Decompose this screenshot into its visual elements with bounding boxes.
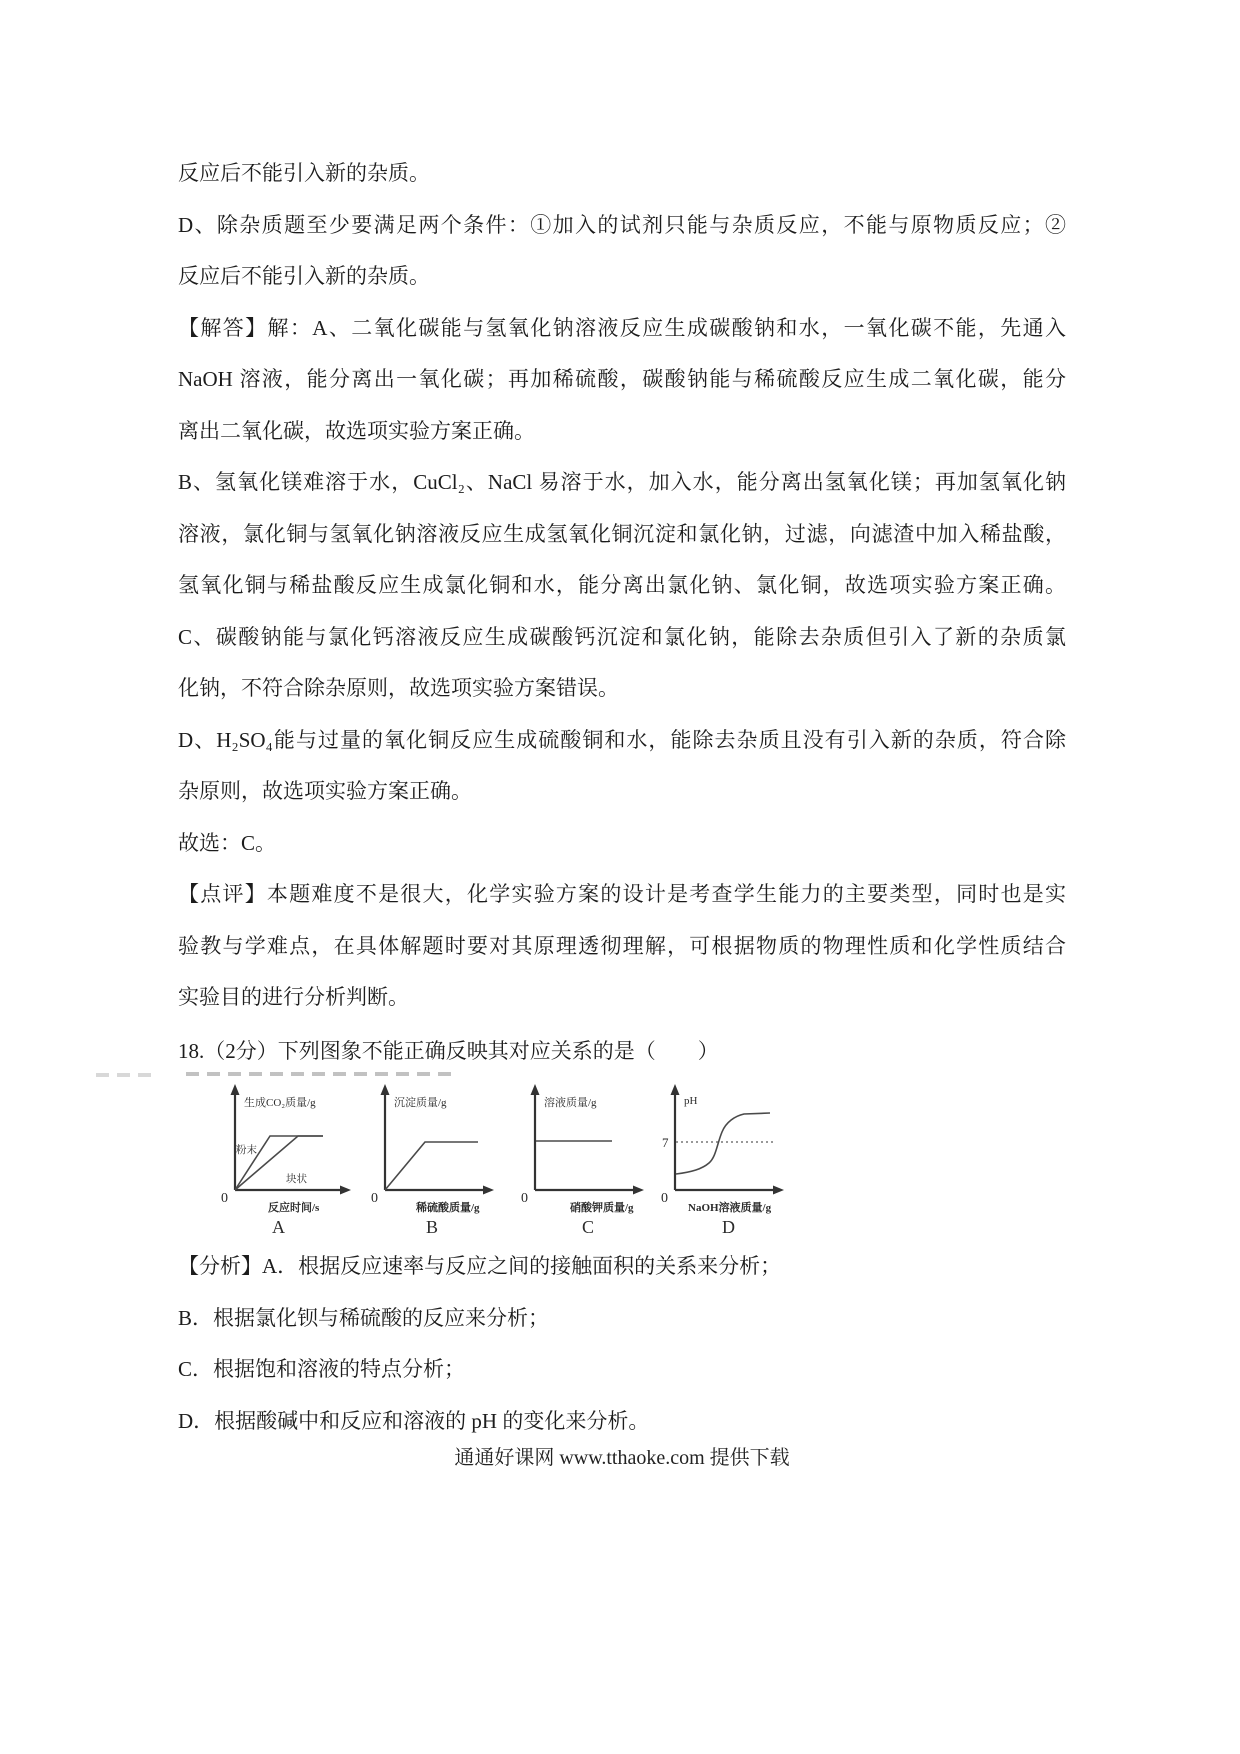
analysis-block [178,1241,1066,1447]
doc-line: 实验目的进行分析判断。 [178,985,409,1009]
footer-watermark: 通通好课网 www.tthaoke.com 提供下载 [454,1447,790,1469]
chart-a-y-axis-label: 生成CO₂质量/g [244,1097,316,1109]
analysis-line-c: C．根据饱和溶液的特点分析； [178,1357,466,1381]
doc-line: 杂原则，故选项实验方案正确。 [178,779,472,803]
chart-d-y-axis-arrow-icon [671,1084,680,1095]
analysis-line-a: 【分析】A．根据反应速率与反应之间的接触面积的关系来分析； [178,1254,782,1278]
doc-line: 离出二氧化碳，故选项实验方案正确。 [178,418,535,443]
chart-option-a [200,1080,360,1247]
chart-d-ph7-tick-label: 7 [662,1135,669,1150]
chart-option-b [350,1080,505,1247]
analysis-line-b: B．根据氯化钡与稀硫酸的反应来分析； [178,1305,550,1330]
chart-d-ph-curve [676,1113,770,1174]
chart-d-y-axis-label: pH [684,1095,698,1107]
doc-line: 【点评】本题难度不是很大，化学实验方案的设计是考查学生能力的主要类型，同时也是实 [178,882,1066,906]
doc-line: D、H₂SO₄能与过量的氧化铜反应生成硫酸铜和水，能除去杂质且没有引入新的杂质，符合除 [178,727,1066,752]
chart-d-letter: D [722,1217,735,1237]
question-18-text: 18.（2分）下列图象不能正确反映其对应关系的是（ ） [178,1039,719,1063]
chart-d-x-axis-label: NaOH溶液质量/g [688,1202,772,1214]
doc-line: 氢氧化铜与稀盐酸反应生成氯化铜和水，能分离出氯化钠、氯化铜，故选项实验方案正确。 [178,573,1066,597]
chart-c-letter: C [582,1217,595,1237]
chart-d-origin-label: 0 [661,1191,668,1206]
scan-artifact-smudge [96,1073,156,1077]
doc-line: 溶液，氯化铜与氢氧化钠溶液反应生成氢氧化铜沉淀和氯化钠，过滤，向滤渣中加入稀盐酸， [178,521,1066,546]
chart-a-lump-label: 块状 [286,1174,307,1185]
question-18-heading [178,1026,1066,1078]
chart-a-y-axis-arrow-icon [231,1084,240,1095]
chart-c-x-axis-label: 硝酸钾质量/g [570,1202,634,1214]
doc-line: 【解答】解：A、二氧化碳能与氢氧化钠溶液反应生成碳酸钠和水，一氧化碳不能，先通入 [178,315,1066,340]
chart-c-origin-label: 0 [521,1191,528,1206]
doc-line: 反应后不能引入新的杂质。 [178,161,430,185]
doc-line: 化钠，不符合除杂原则，故选项实验方案错误。 [178,676,619,700]
chart-option-d [640,1080,800,1247]
chart-d-svg [640,1080,800,1242]
chart-a-origin-label: 0 [221,1191,228,1206]
chart-c-y-axis-label: 溶液质量/g [544,1097,597,1109]
doc-line: D、除杂质题至少要满足两个条件：①加入的试剂只能与杂质反应，不能与原物质反应；② [178,212,1066,237]
chart-a-letter: A [272,1217,285,1237]
chart-option-c [500,1080,658,1247]
chart-a-x-axis-label: 反应时间/s [268,1202,320,1214]
chart-b-curve [385,1142,478,1190]
chart-b-origin-label: 0 [371,1191,378,1206]
chart-a-svg [200,1080,360,1242]
chart-b-y-axis-label: 沉淀质量/g [394,1097,447,1109]
doc-line: B、氢氧化镁难溶于水，CuCl₂、NaCl 易溶于水，加入水，能分离出氢氧化镁；再加氢氧化钠 [178,470,1066,494]
chart-b-y-axis-arrow-icon [381,1084,390,1095]
chart-b-x-axis-label: 稀硫酸质量/g [416,1202,480,1214]
analysis-line-d: D．根据酸碱中和反应和溶液的 pH 的变化来分析。 [178,1408,650,1433]
chart-a-powder-label: 粉末 [236,1145,257,1156]
chart-b-x-axis-arrow-icon [483,1186,494,1195]
answer-explanation-block [178,148,1066,1024]
chart-c-svg [500,1080,658,1242]
doc-line: 验教与学难点，在具体解题时要对其原理透彻理解，可根据物质的物理性质和化学性质结合 [178,933,1066,958]
doc-line: C、碳酸钠能与氯化钙溶液反应生成碳酸钙沉淀和氯化钠，能除去杂质但引入了新的杂质氯 [178,624,1066,649]
chart-b-letter: B [426,1217,439,1237]
chart-b-svg [350,1080,505,1242]
doc-line: 反应后不能引入新的杂质。 [178,264,430,288]
scan-artifact-smudge [186,1072,454,1076]
chart-d-x-axis-arrow-icon [773,1186,784,1195]
doc-line: NaOH 溶液，能分离出一氧化碳；再加稀硫酸，碳酸钠能与稀硫酸反应生成二氧化碳，能分 [178,367,1066,391]
chart-c-y-axis-arrow-icon [531,1084,540,1095]
answer-choice-line: 故选：C。 [178,830,277,855]
